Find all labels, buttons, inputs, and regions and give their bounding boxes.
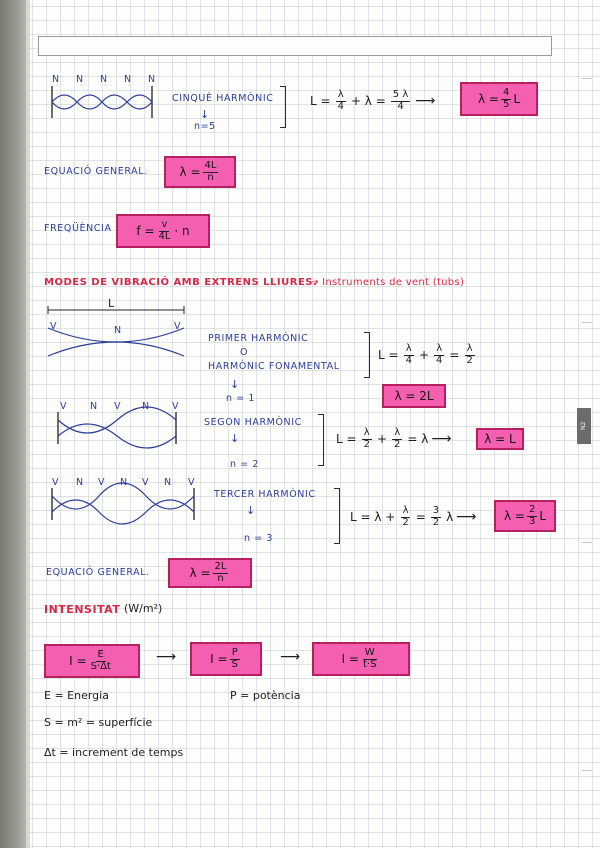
node-label: N — [100, 74, 108, 85]
harmonic-n: n = 3 — [244, 533, 274, 544]
general-equation-label: EQUACIÓ GENERAL. — [44, 166, 148, 177]
bracket — [318, 414, 324, 466]
notebook-binding — [0, 0, 26, 848]
down-arrow-icon: ↓ — [230, 378, 240, 391]
node-label: N — [142, 401, 150, 412]
intensity-unit: (W/m²) — [124, 602, 163, 615]
binding-edge — [26, 0, 30, 848]
bracket — [364, 332, 370, 378]
general-equation-label: EQUACIÓ GENERAL. — [46, 567, 150, 578]
legend-power: P = potència — [230, 689, 301, 702]
arrow-right-icon: ⟶ — [456, 509, 477, 525]
first-harmonic-wave — [46, 306, 186, 366]
node-label: V — [60, 401, 68, 412]
node-label: N — [52, 74, 60, 85]
node-label: V — [52, 477, 60, 488]
harmonic-label: TERCER HARMÒNIC — [214, 489, 316, 500]
third-harmonic-equation: L = λ + $\frac{\lambda}{2}$ = $\frac{3}{2}$ λ ⟶ — [350, 505, 477, 528]
harmonic-label: CINQUÈ HARMÒNIC — [172, 93, 274, 104]
node-label: V — [174, 321, 182, 332]
arrow-right-icon: ⟶ — [431, 431, 452, 447]
legend-energy: E = Energia — [44, 689, 109, 702]
harmonic-n: n = 2 — [230, 459, 260, 470]
node-label: N — [90, 401, 98, 412]
frequency-formula: f = $\frac{v}{4L}$ · n — [116, 214, 210, 248]
bracket — [334, 488, 340, 544]
intensity-formula-power: I = $\frac{P}{S}$ — [190, 642, 262, 676]
fifth-harmonic-wave — [50, 86, 154, 120]
harmonic-label: HARMÒNIC FONAMENTAL — [208, 361, 340, 372]
modes-note: → Instruments de vent (tubs) — [310, 277, 465, 288]
edge-tab: N2 — [577, 408, 591, 444]
harmonic-label: PRIMER HARMÒNIC — [208, 333, 309, 344]
harmonic-label-or: O — [240, 347, 249, 358]
down-arrow-icon: ↓ — [200, 108, 210, 121]
legend-time: Δt = increment de temps — [44, 746, 184, 759]
frequency-label: FREQÜÈNCIA — [44, 223, 112, 234]
node-label: N — [114, 325, 122, 336]
edge-tick — [582, 542, 592, 543]
node-label: V — [142, 477, 150, 488]
harmonic-label: SEGON HARMÒNIC — [204, 417, 302, 428]
general-equation-2: λ = $\frac{2L}{n}$ — [168, 558, 252, 588]
first-harmonic-equation: L = $\frac{\lambda}{4}$ + $\frac{\lambda}{4}$ = $\frac{\lambda}{2}$ — [378, 343, 473, 366]
arrow-right-icon: ⟶ — [280, 649, 301, 665]
general-equation-1: λ = $\frac{4L}{n}$ — [164, 156, 236, 188]
intensity-title: INTENSITAT — [44, 603, 121, 616]
node-label: N — [76, 74, 84, 85]
node-label: V — [172, 401, 180, 412]
node-label: V — [114, 401, 122, 412]
intensity-formula-energy: I = $\frac{E}{S\cdot\Delta t}$ — [44, 644, 140, 678]
down-arrow-icon: ↓ — [246, 504, 256, 517]
arrow-right-icon: ⟶ — [415, 93, 436, 109]
legend-surface: S = m² = superfície — [44, 716, 153, 729]
edge-tick — [582, 770, 592, 771]
node-label: N — [76, 477, 84, 488]
edge-tick — [582, 78, 592, 79]
node-label: V — [98, 477, 106, 488]
node-label: N — [164, 477, 172, 488]
third-harmonic-wave — [50, 488, 196, 522]
header-box — [38, 36, 552, 56]
fifth-harmonic-result: λ = $\frac{4}{5}$ L — [460, 82, 538, 116]
length-label: L — [108, 297, 115, 310]
second-harmonic-wave — [56, 412, 178, 446]
third-harmonic-result: λ = $\frac{2}{3}$ L — [494, 500, 556, 532]
down-arrow-icon: ↓ — [230, 432, 240, 445]
node-label: V — [188, 477, 196, 488]
node-label: V — [50, 321, 58, 332]
node-label: N — [148, 74, 156, 85]
harmonic-n: n = 1 — [226, 393, 256, 404]
harmonic-n: n=5 — [194, 121, 216, 132]
arrow-right-icon: ⟶ — [156, 649, 177, 665]
edge-tick — [582, 322, 592, 323]
second-harmonic-result: λ = L — [476, 428, 524, 450]
fifth-harmonic-equation: L = $\frac{\lambda}{4}$ + λ = $\frac{5 \lambda}{4}$ ⟶ — [310, 89, 436, 112]
bracket — [280, 86, 286, 128]
intensity-formula-work: I = $\frac{W}{t\cdot S}$ — [312, 642, 410, 676]
first-harmonic-result: λ = 2L — [382, 384, 446, 408]
modes-title: MODES DE VIBRACIÓ AMB EXTRENS LLIURES. — [44, 277, 318, 288]
node-label: N — [124, 74, 132, 85]
second-harmonic-equation: L = $\frac{\lambda}{2}$ + $\frac{\lambda}{2}$ = λ ⟶ — [336, 427, 452, 450]
node-label: N — [120, 477, 128, 488]
